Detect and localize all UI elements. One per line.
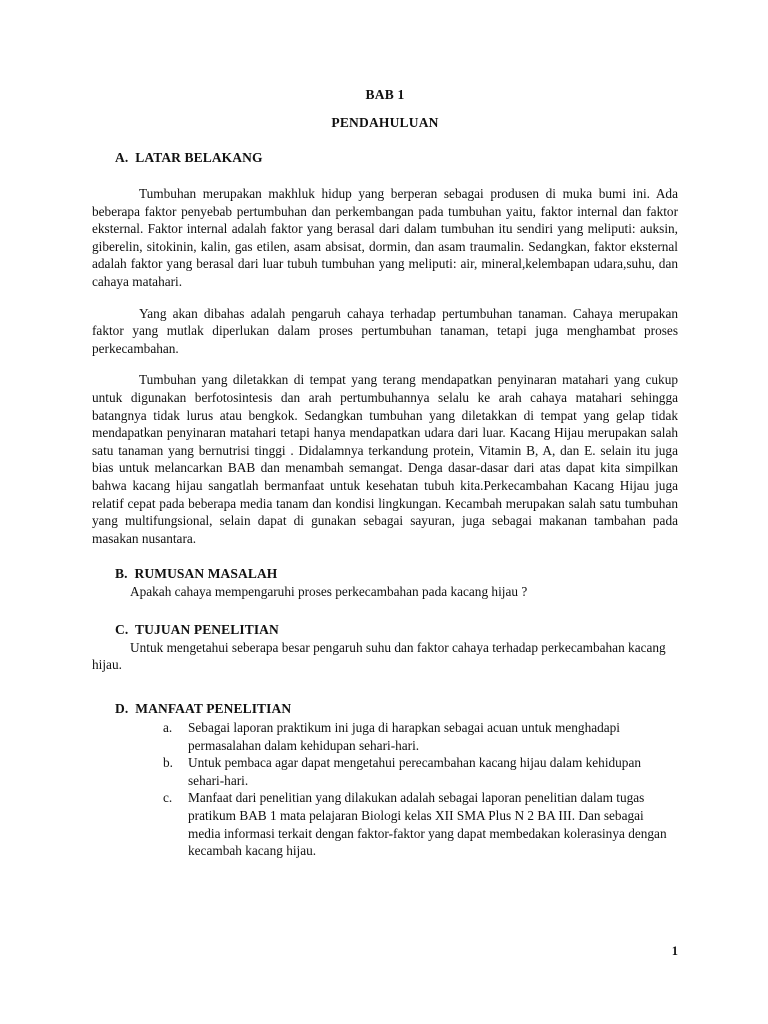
document-content <box>92 86 678 860</box>
list-item <box>92 789 678 859</box>
paragraph-a-2: Yang akan dibahas adalah pengaruh cahaya terhadap pertumbuhan tanaman. Cahaya merupakan faktor yang mutlak diperlukan dalam proses pertumbuhan tanaman, tetapi juga menghambat proses perkecambahan. <box>92 305 678 356</box>
list-item-marker: a. <box>163 720 173 736</box>
page-subtitle: PENDAHULUAN <box>331 115 439 130</box>
paragraph-a-1: Tumbuhan merupakan makhluk hidup yang berperan sebagai produsen di muka bumi ini. Ada beberapa faktor penyebab pertumbuhan dan perkembangan pada tumbuhan yaitu, faktor internal dan faktor eksternal. Faktor internal adalah faktor yang berasal dari dalam tumbuhan itu sendiri yang meliputi: auksin, giberelin, sitokinin, kalin, gas etilen, asam absisat, dormin, dan asam traumalin. Sedangkan, faktor eksternal adalah faktor yang berasal dari luar tubuh tumbuhan yang meliputi: air, mineral,kelembapan udara,suhu, dan cahaya matahari. <box>92 186 678 289</box>
list-item-text: Untuk pembaca agar dapat mengetahui perecambahan kacang hijau dalam kehidupan sehari-hari. <box>188 755 642 788</box>
list-item-marker: b. <box>163 755 173 771</box>
list-item <box>92 719 678 754</box>
list-item <box>92 754 678 789</box>
section-heading-c: C. TUJUAN PENELITIAN <box>115 621 279 637</box>
paragraph-b-body: Apakah cahaya mempengaruhi proses perkecambahan pada kacang hijau ? <box>130 584 528 600</box>
manfaat-list <box>92 719 678 860</box>
list-item-text: Manfaat dari penelitian yang dilakukan adalah sebagai laporan penelitian dalam tugas pratikum BAB 1 mata pelajaran Biologi kelas XII SMA Plus N 2 BA III. Dan sebagai media informasi terkait dengan faktor-faktor yang dapat membedakan kolerasinya dengan kecambah kacang hijau. <box>188 790 667 859</box>
list-item-marker: c. <box>163 790 173 806</box>
page-number: 1 <box>671 944 678 958</box>
section-heading-b: B. RUMUSAN MASALAH <box>115 566 278 582</box>
paragraph-a-3: Tumbuhan yang diletakkan di tempat yang terang mendapatkan penyinaran matahari yang cukup untuk digunakan berfotosintesis dan arah pertumbuhannya selalu ke arah cahaya matahari sehingga batangnya tidak lurus atau bengkok. Sedangkan tumbuhan yang diletakkan di tempat yang gelap tidak mendapatkan penyinaran matahari tetapi hanya mendapatkan udara dari luar. Kacang Hijau merupakan salah satu tanaman yang bernutrisi tinggi . Didalamnya terkandung protein, Vitamin B, A, dan E. selain itu juga bias untuk melancarkan BAB dan menambah semangat. Denga dasar-dasar dari atas dapat kita simpilkan bahwa kacang hijau sangatlah bermanfaat untuk kesehatan tubuh kita.Perkecambahan Kacang Hijau juga relatif cepat pada beberapa media tanam dan kondisi lingkungan. Kecambah merupakan salah satu tumbuhan yang multifungsional, selain dapat di gunakan sebagai sayuran, juga sebagai makanan tambahan pada masakan nusantara. <box>92 372 678 546</box>
page-title: BAB 1 <box>365 87 405 102</box>
section-heading-a: A. LATAR BELAKANG <box>115 150 263 165</box>
list-item-text: Sebagai laporan praktikum ini juga di harapkan sebagai acuan untuk menghadapi permasalahan dalam kehidupan sehari-hari. <box>188 720 621 753</box>
paragraph-c-body: Untuk mengetahui seberapa besar pengaruh suhu dan faktor cahaya terhadap perkecambahan kacang hijau. <box>92 639 666 673</box>
section-heading-d: D. MANFAAT PENELITIAN <box>115 701 292 717</box>
